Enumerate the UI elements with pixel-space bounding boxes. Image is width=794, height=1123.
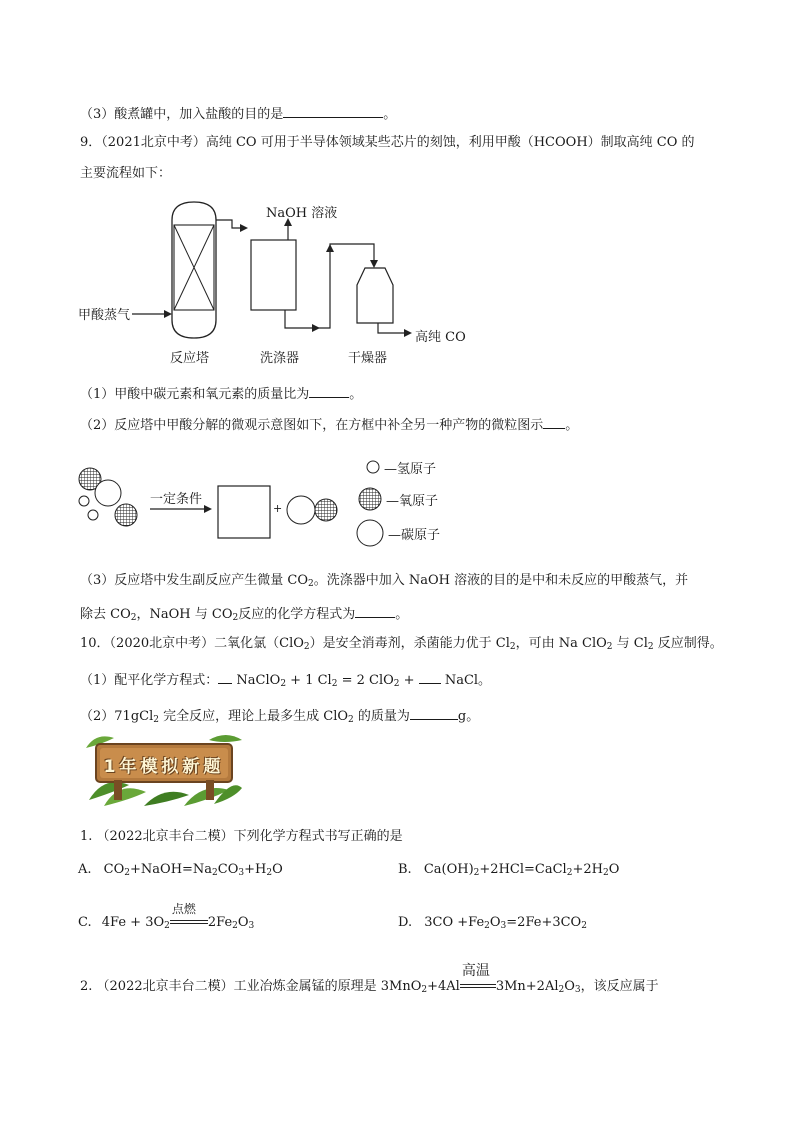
- text: + 1 Cl: [286, 673, 332, 688]
- q9-intro-line2: 主要流程如下：: [80, 166, 172, 181]
- q8-part3-text: （3）酸煮罐中，加入盐酸的目的是: [80, 107, 284, 122]
- m1-option-a[interactable]: A. $CO_2+NaOH=Na_2CO_3+H_2O$: [78, 862, 283, 878]
- text: （1）配平化学方程式：: [80, 673, 219, 688]
- legend-oxygen: —氧原子: [386, 494, 439, 509]
- q9-flow-diagram: [0, 190, 794, 370]
- co-molecule: [287, 496, 337, 524]
- answer-blank[interactable]: [283, 104, 383, 118]
- tower-label: 反应塔: [170, 351, 210, 366]
- punct: 。: [349, 387, 363, 402]
- carbon-legend-icon: [357, 520, 383, 546]
- option-label: C.: [78, 915, 92, 930]
- answer-blank[interactable]: [410, 706, 458, 720]
- answer-blank[interactable]: [419, 670, 441, 684]
- q9-part1: [80, 384, 362, 404]
- punct: 。: [383, 107, 397, 122]
- input-label: 甲酸蒸气: [78, 308, 131, 323]
- text: 。洗涤器中加入 NaOH 溶液的目的是中和未反应的甲酸蒸气，并: [313, 573, 689, 588]
- text: g。: [457, 709, 480, 724]
- legend-hydrogen: —氢原子: [384, 462, 437, 477]
- answer-box[interactable]: [218, 486, 270, 538]
- punct: 。: [565, 418, 579, 433]
- text: 10．（2020北京中考）二氧化氯（ClO: [80, 636, 304, 651]
- text: 反应的化学方程式为: [238, 607, 356, 622]
- answer-blank[interactable]: [309, 384, 349, 398]
- condition-label: 一定条件: [150, 492, 203, 507]
- hydrogen-legend-icon: [367, 461, 379, 473]
- text: 2. （2022北京丰台二模）工业冶炼金属锰的原理是 3MnO: [80, 979, 422, 994]
- q10-intro: 10．（2020北京中考）二氧化氯（ClO$_2$）是安全消毒剂，杀菌能力优于 $Cl_2$，可由 Na ClO$_2$ 与 $Cl_2$ 反应制得。: [80, 636, 723, 652]
- text: ）是安全消毒剂，杀菌能力优于 Cl: [309, 636, 510, 651]
- text: 除去 CO: [80, 607, 131, 622]
- text: ，该反应属于: [580, 979, 659, 994]
- text: 反应制得。: [653, 636, 723, 651]
- answer-blank[interactable]: [218, 670, 232, 684]
- answer-blank[interactable]: [543, 415, 565, 429]
- section-banner: [84, 730, 244, 808]
- q9-intro-line1: 9．（2021北京中考）高纯 CO 可用于半导体领域某些芯片的刻蚀，利用甲酸（HCOOH）制取高纯 CO 的: [80, 135, 695, 150]
- option-label: D.: [398, 915, 413, 930]
- q9-part3-line2: 除去 $CO_2$，NaOH 与 $CO_2$反应的化学方程式为 。: [80, 604, 408, 627]
- plus-sign: +: [273, 502, 283, 515]
- oxygen-legend-icon: [359, 488, 381, 510]
- text: +4Al: [427, 979, 460, 994]
- m2-stem: 2. （2022北京丰台二模）工业冶炼金属锰的原理是 3MnO$_2$+4Al 高温 $3Mn+2Al_2O_3$，该反应属于: [80, 962, 659, 995]
- q9-part2-text: （2）反应塔中甲酸分解的微观示意图如下，在方框中补全另一种产物的微粒图示: [80, 418, 544, 433]
- q9-part3-line1: （3）反应塔中发生副反应产生微量 $CO_2$。洗涤器中加入 NaOH 溶液的目的是中和未反应的甲酸蒸气，并: [80, 573, 689, 589]
- banner-title: 1年模拟新题: [103, 757, 225, 777]
- text: = 2 ClO: [337, 673, 394, 688]
- text: 完全反应，理论上最多生成 ClO: [158, 709, 349, 724]
- q8-part3: [80, 104, 396, 124]
- reaction-tower: [172, 202, 216, 338]
- option-label: A.: [78, 862, 92, 877]
- text: ，可由 Na ClO: [515, 636, 607, 651]
- text: （2）71gCl: [80, 709, 154, 724]
- option-label: B.: [398, 862, 412, 877]
- punct: 。: [395, 607, 409, 622]
- m1-option-d[interactable]: D. $3CO +Fe_2O_3=2Fe+3CO_2$: [398, 915, 587, 931]
- text: +: [399, 673, 419, 688]
- q10-part2: （2）71gCl$_2$ 完全反应，理论上最多生成 ClO$_2$ 的质量为 g。: [80, 706, 479, 729]
- text: 3Mn+2Al: [495, 979, 559, 994]
- text: ，NaOH 与 CO: [136, 607, 233, 622]
- hcooh-molecule: [79, 468, 137, 526]
- washer-label: 洗涤器: [260, 351, 300, 366]
- m1-option-c[interactable]: C. $4Fe + 3O_2$ 点燃 $2Fe_2O_3$: [78, 901, 255, 931]
- q9-part2: [80, 415, 578, 435]
- dryer-label: 干燥器: [348, 351, 388, 366]
- text: O: [564, 979, 575, 994]
- text: NaCl。: [440, 673, 492, 688]
- text: （3）反应塔中发生副反应产生微量 CO: [80, 573, 309, 588]
- text: NaClO: [232, 673, 281, 688]
- reaction-condition: 点燃: [171, 901, 196, 916]
- output-label: 高纯 CO: [415, 330, 466, 345]
- m1-option-b[interactable]: B. $Ca(OH)_2+2HCl=CaCl_2+2H_2O$: [398, 862, 620, 878]
- text: 的质量为: [353, 709, 410, 724]
- legend-carbon: —碳原子: [388, 528, 441, 543]
- q9-part1-text: （1）甲酸中碳元素和氧元素的质量比为: [80, 387, 310, 402]
- answer-blank[interactable]: [355, 604, 395, 618]
- m1-stem: 1. （2022北京丰台二模）下列化学方程式书写正确的是: [80, 829, 403, 844]
- text: 与 Cl: [612, 636, 648, 651]
- reaction-condition: 高温: [461, 962, 490, 979]
- q10-part1: （1）配平化学方程式： NaClO$_2$ + 1 $Cl_2 = 2$ ClO$_2$ + NaCl。: [80, 670, 491, 693]
- naoh-label: NaOH 溶液: [266, 206, 338, 221]
